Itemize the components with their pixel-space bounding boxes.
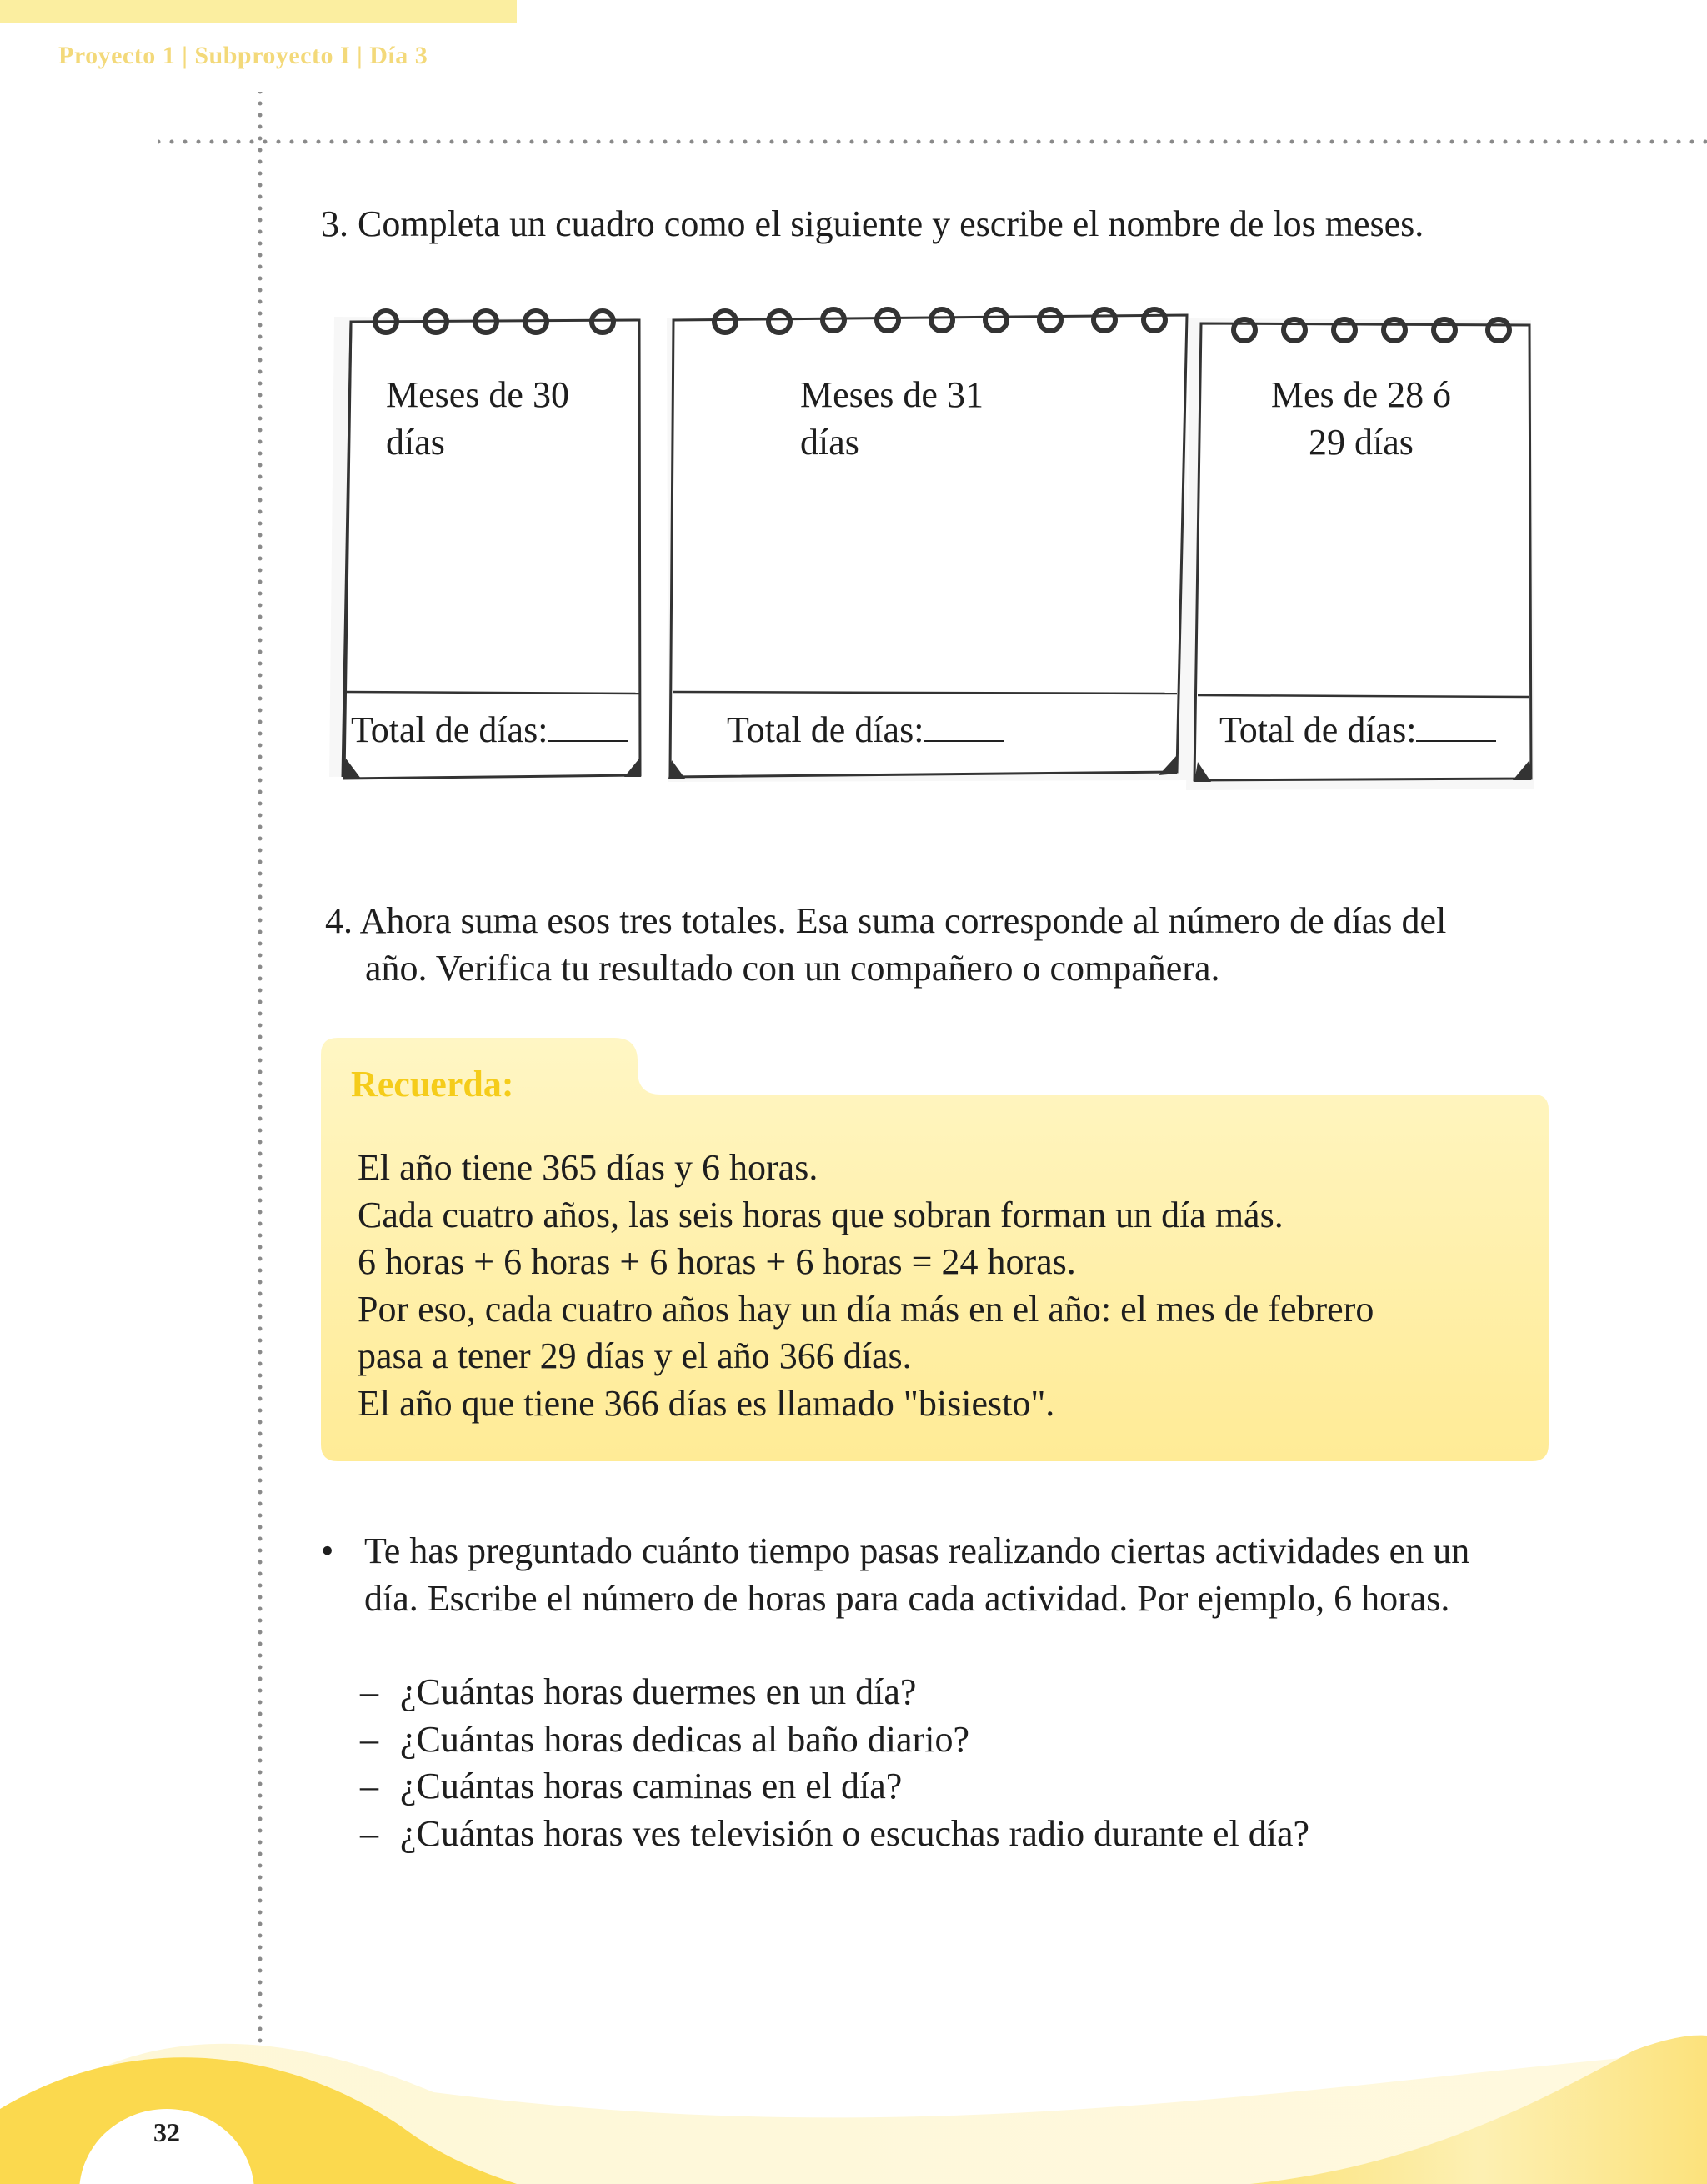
dash-icon: – bbox=[360, 1812, 378, 1854]
question-4-line: 4. Ahora suma esos tres totales. Esa suma corresponde al número de días del bbox=[325, 900, 1447, 941]
notebook-title: días bbox=[386, 422, 445, 463]
recuerda-line: Cada cuatro años, las seis horas que sobran forman un día más. bbox=[358, 1194, 1284, 1235]
recuerda-body bbox=[358, 1145, 1508, 1427]
list-item bbox=[360, 1716, 1309, 1764]
hours-questions-list bbox=[360, 1669, 1309, 1857]
activity-prompt bbox=[321, 1527, 1571, 1622]
notebook-title: Mes de 28 ó bbox=[1270, 374, 1452, 415]
total-label: Total de días: bbox=[1219, 709, 1417, 750]
bullet-icon: • bbox=[321, 1530, 334, 1571]
activity-prompt-line: Te has preguntado cuánto tiempo pasas realizando ciertas actividades en un bbox=[364, 1530, 1470, 1571]
notebook-28-29-days bbox=[1186, 300, 1536, 792]
recuerda-line: El año que tiene 366 días es llamado "bisiesto". bbox=[358, 1382, 1055, 1424]
question-3: 3. Completa un cuadro como el siguiente y escribe el nombre de los meses. bbox=[321, 203, 1424, 244]
recuerda-title: Recuerda: bbox=[351, 1064, 514, 1105]
dash-icon: – bbox=[360, 1718, 378, 1760]
page-number: 32 bbox=[153, 2117, 180, 2147]
recuerda-line: pasa a tener 29 días y el año 366 días. bbox=[358, 1335, 912, 1376]
dotted-divider-horizontal bbox=[158, 138, 1707, 146]
question-text: ¿Cuántas horas caminas en el día? bbox=[400, 1766, 903, 1806]
list-item bbox=[360, 1669, 1309, 1716]
dotted-divider-vertical bbox=[256, 92, 264, 2076]
question-text: ¿Cuántas horas duermes en un día? bbox=[400, 1671, 917, 1712]
question-text: ¿Cuántas horas ves televisión o escuchas radio durante el día? bbox=[400, 1812, 1310, 1854]
question-4-line: año. Verifica tu resultado con un compañero o compañera. bbox=[365, 948, 1220, 989]
total-blank[interactable] bbox=[1416, 707, 1496, 742]
notebook-30-days bbox=[328, 300, 644, 784]
recuerda-line: Por eso, cada cuatro años hay un día más en el año: el mes de febrero bbox=[358, 1288, 1374, 1330]
header-bar bbox=[0, 0, 517, 23]
total-blank[interactable] bbox=[548, 707, 628, 742]
notebook-31-days bbox=[667, 300, 1192, 784]
notebook-title: Meses de 31 bbox=[800, 374, 984, 415]
notebook-title: 29 días bbox=[1309, 422, 1414, 463]
dash-icon: – bbox=[360, 1671, 378, 1712]
footer-waves bbox=[0, 2001, 1707, 2184]
total-label: Total de días: bbox=[351, 709, 548, 750]
page-header: Proyecto 1 | Subproyecto I | Día 3 bbox=[58, 42, 428, 69]
dash-icon: – bbox=[360, 1766, 378, 1806]
notebook-title: Meses de 30 bbox=[386, 374, 569, 415]
recuerda-line: 6 horas + 6 horas + 6 horas + 6 horas = 24 horas. bbox=[358, 1241, 1076, 1282]
activity-prompt-line: día. Escribe el número de horas para cada actividad. Por ejemplo, 6 horas. bbox=[364, 1578, 1450, 1619]
question-4 bbox=[325, 897, 1575, 992]
notebook-title: días bbox=[800, 422, 859, 463]
recuerda-line: El año tiene 365 días y 6 horas. bbox=[358, 1147, 818, 1188]
total-label: Total de días: bbox=[727, 709, 924, 750]
list-item bbox=[360, 1811, 1309, 1858]
question-text: ¿Cuántas horas dedicas al baño diario? bbox=[400, 1718, 969, 1760]
total-blank[interactable] bbox=[924, 707, 1004, 742]
list-item bbox=[360, 1763, 1309, 1811]
recuerda-box bbox=[321, 1038, 1549, 1461]
